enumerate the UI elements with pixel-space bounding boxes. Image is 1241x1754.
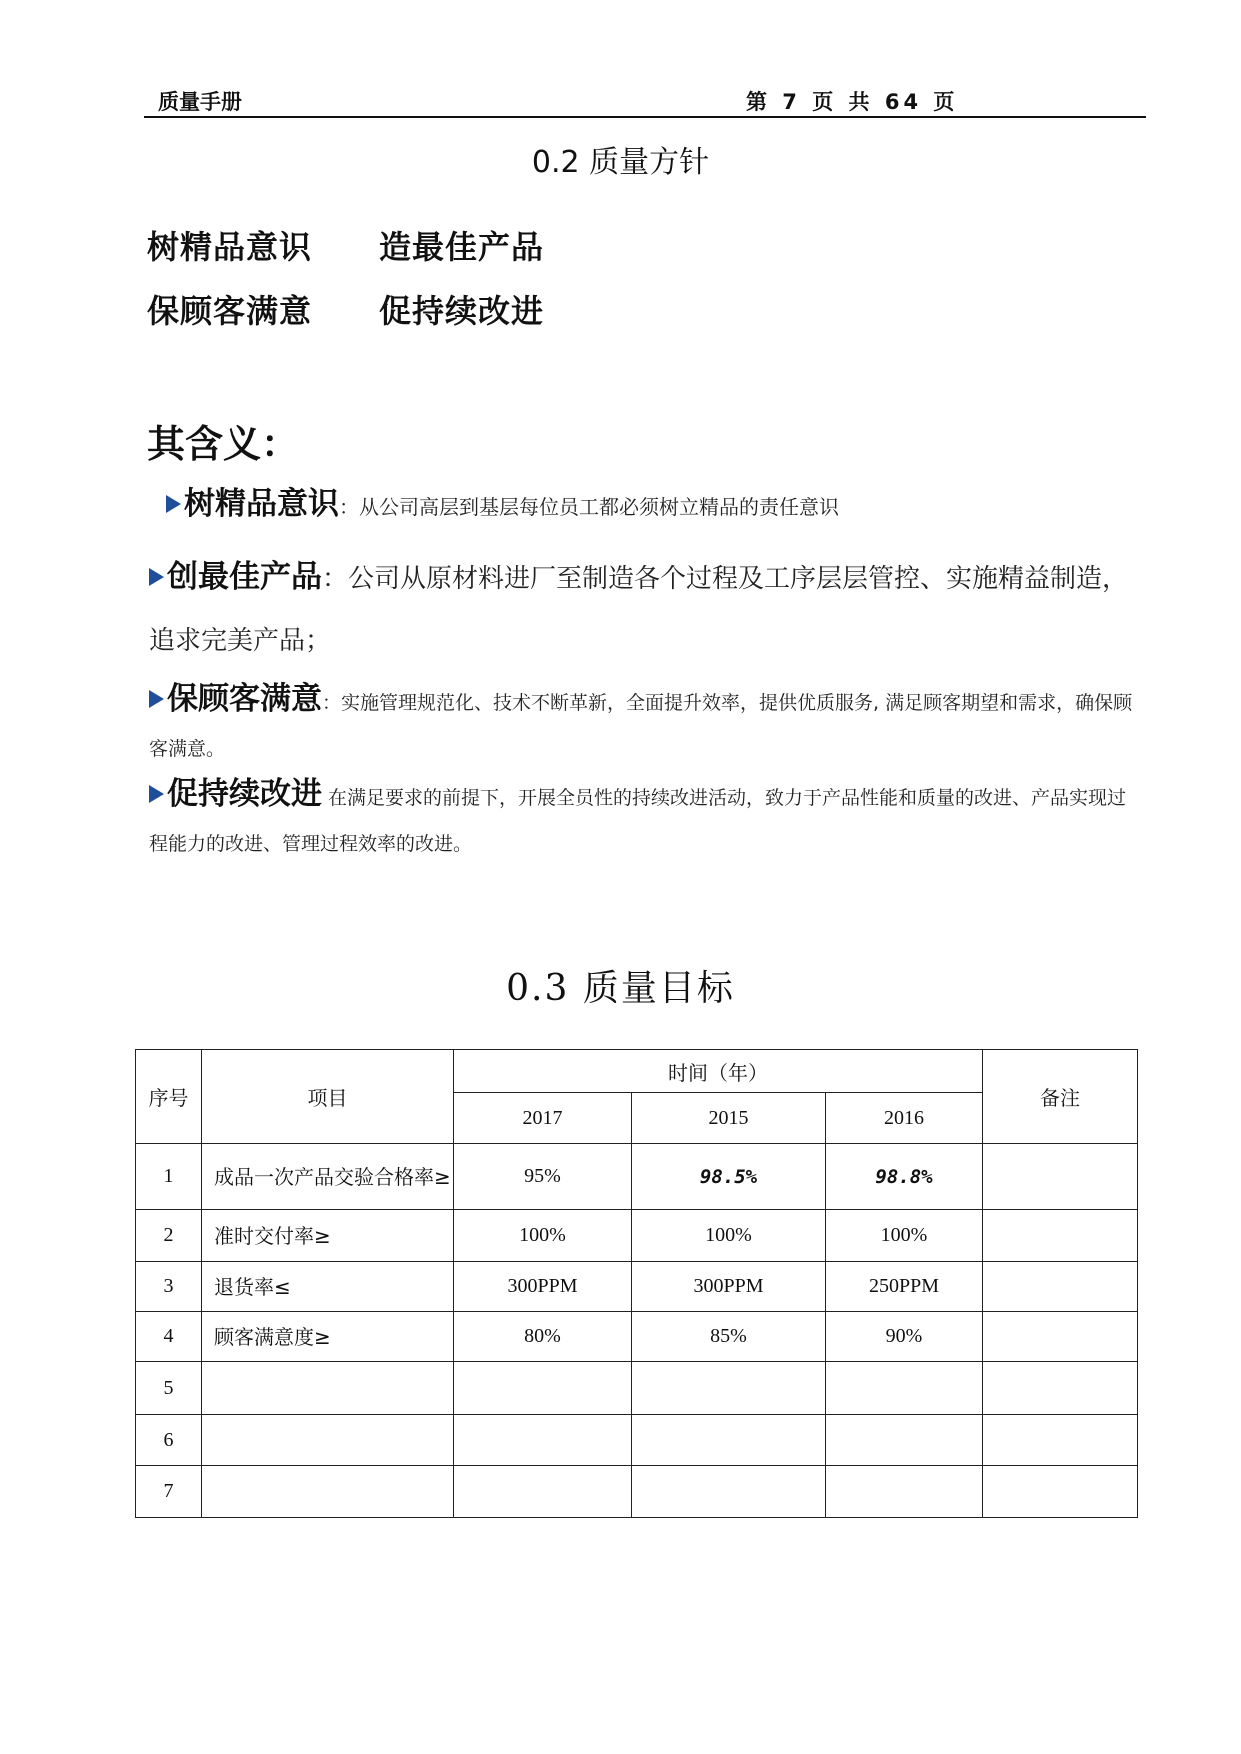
meaning-title: 其含义： bbox=[147, 422, 300, 466]
row-value: 100% bbox=[826, 1210, 983, 1262]
meaning-sep: ： bbox=[322, 692, 342, 714]
row-value: 90% bbox=[826, 1312, 983, 1362]
row-value bbox=[826, 1466, 983, 1518]
row-remark bbox=[983, 1262, 1138, 1312]
row-value bbox=[632, 1466, 826, 1518]
row-remark bbox=[983, 1362, 1138, 1415]
header-no: 序号 bbox=[136, 1050, 202, 1144]
row-remark bbox=[983, 1466, 1138, 1518]
row-value: 98.8% bbox=[826, 1144, 983, 1210]
row-value bbox=[632, 1362, 826, 1415]
row-value: 300PPM bbox=[632, 1262, 826, 1312]
meaning-sep: ： bbox=[339, 495, 359, 519]
meaning-item-1 bbox=[166, 484, 1161, 527]
page-header bbox=[144, 86, 1146, 118]
row-remark bbox=[983, 1312, 1138, 1362]
row-value bbox=[454, 1362, 632, 1415]
row-value: 250PPM bbox=[826, 1262, 983, 1312]
table-row bbox=[136, 1262, 1138, 1312]
row-no: 3 bbox=[136, 1262, 202, 1312]
header-time: 时间（年） bbox=[454, 1050, 983, 1093]
row-item: 成品一次产品交验合格率≥ bbox=[202, 1144, 454, 1210]
row-no: 1 bbox=[136, 1144, 202, 1210]
row-no: 2 bbox=[136, 1210, 202, 1262]
row-item bbox=[202, 1362, 454, 1415]
table-row bbox=[136, 1466, 1138, 1518]
bullet-triangle-icon bbox=[149, 690, 164, 708]
row-remark bbox=[983, 1210, 1138, 1262]
bullet-triangle-icon bbox=[149, 568, 164, 586]
meaning-text: 从公司高层到基层每位员工都必须树立精品的责任意识 bbox=[359, 495, 839, 519]
row-value bbox=[826, 1415, 983, 1466]
header-year-3: 2016 bbox=[826, 1093, 983, 1144]
header-item: 项目 bbox=[202, 1050, 454, 1144]
header-year-1: 2017 bbox=[454, 1093, 632, 1144]
bullet-triangle-icon bbox=[149, 785, 164, 803]
slogan-4: 促持续改进 bbox=[379, 292, 545, 330]
goals-title: 0.3 质量目标 bbox=[506, 968, 735, 1009]
row-no: 6 bbox=[136, 1415, 202, 1466]
header-doc-title: 质量手册 bbox=[158, 90, 242, 114]
quality-goals-table bbox=[135, 1049, 1138, 1518]
table-row bbox=[136, 1210, 1138, 1262]
row-item bbox=[202, 1466, 454, 1518]
meaning-term: 创最佳产品 bbox=[167, 559, 322, 595]
table-row bbox=[136, 1362, 1138, 1415]
row-item: 准时交付率≥ bbox=[202, 1210, 454, 1262]
row-value: 98.5% bbox=[632, 1144, 826, 1210]
table-row bbox=[136, 1415, 1138, 1466]
row-no: 4 bbox=[136, 1312, 202, 1362]
table-row bbox=[136, 1312, 1138, 1362]
meaning-item-4 bbox=[149, 771, 1144, 867]
row-value bbox=[826, 1362, 983, 1415]
slogan-3: 保顾客满意 bbox=[147, 292, 313, 330]
row-item: 退货率≤ bbox=[202, 1262, 454, 1312]
meaning-item-2 bbox=[149, 546, 1144, 672]
meaning-text: 公司从原材料进厂至制造各个过程及工序层层管控、实施精益制造，追求完美产品； bbox=[149, 564, 1129, 656]
meaning-item-3 bbox=[149, 676, 1144, 772]
row-item bbox=[202, 1415, 454, 1466]
meaning-term: 保顾客满意 bbox=[167, 681, 322, 717]
header-year-2: 2015 bbox=[632, 1093, 826, 1144]
meaning-term: 树精品意识 bbox=[184, 486, 339, 522]
bullet-triangle-icon bbox=[166, 495, 181, 513]
table-header-row bbox=[136, 1050, 1138, 1093]
row-value bbox=[454, 1415, 632, 1466]
row-value bbox=[454, 1466, 632, 1518]
header-remark: 备注 bbox=[983, 1050, 1138, 1144]
policy-title: 0.2 质量方针 bbox=[531, 145, 710, 180]
row-value: 100% bbox=[632, 1210, 826, 1262]
header-page-info: 第 7 页 共 64 页 bbox=[746, 90, 959, 114]
table-row bbox=[136, 1144, 1138, 1210]
row-value: 80% bbox=[454, 1312, 632, 1362]
row-no: 5 bbox=[136, 1362, 202, 1415]
meaning-text: 实施管理规范化、技术不断革新，全面提升效率，提供优质服务, 满足顾客期望和需求，确保顾客满意。 bbox=[149, 692, 1133, 760]
row-no: 7 bbox=[136, 1466, 202, 1518]
row-value bbox=[632, 1415, 826, 1466]
meaning-sep: ： bbox=[322, 564, 349, 594]
slogan-2: 造最佳产品 bbox=[379, 228, 545, 266]
meaning-term: 促持续改进 bbox=[167, 776, 322, 812]
row-value: 300PPM bbox=[454, 1262, 632, 1312]
row-value: 100% bbox=[454, 1210, 632, 1262]
row-value: 85% bbox=[632, 1312, 826, 1362]
row-remark bbox=[983, 1144, 1138, 1210]
row-value: 95% bbox=[454, 1144, 632, 1210]
slogan-1: 树精品意识 bbox=[147, 228, 313, 266]
meaning-text: 在满足要求的前提下，开展全员性的持续改进活动，致力于产品性能和质量的改进、产品实现过程能力的改进、管理过程效率的改进。 bbox=[149, 787, 1127, 855]
row-remark bbox=[983, 1415, 1138, 1466]
row-item: 顾客满意度≥ bbox=[202, 1312, 454, 1362]
